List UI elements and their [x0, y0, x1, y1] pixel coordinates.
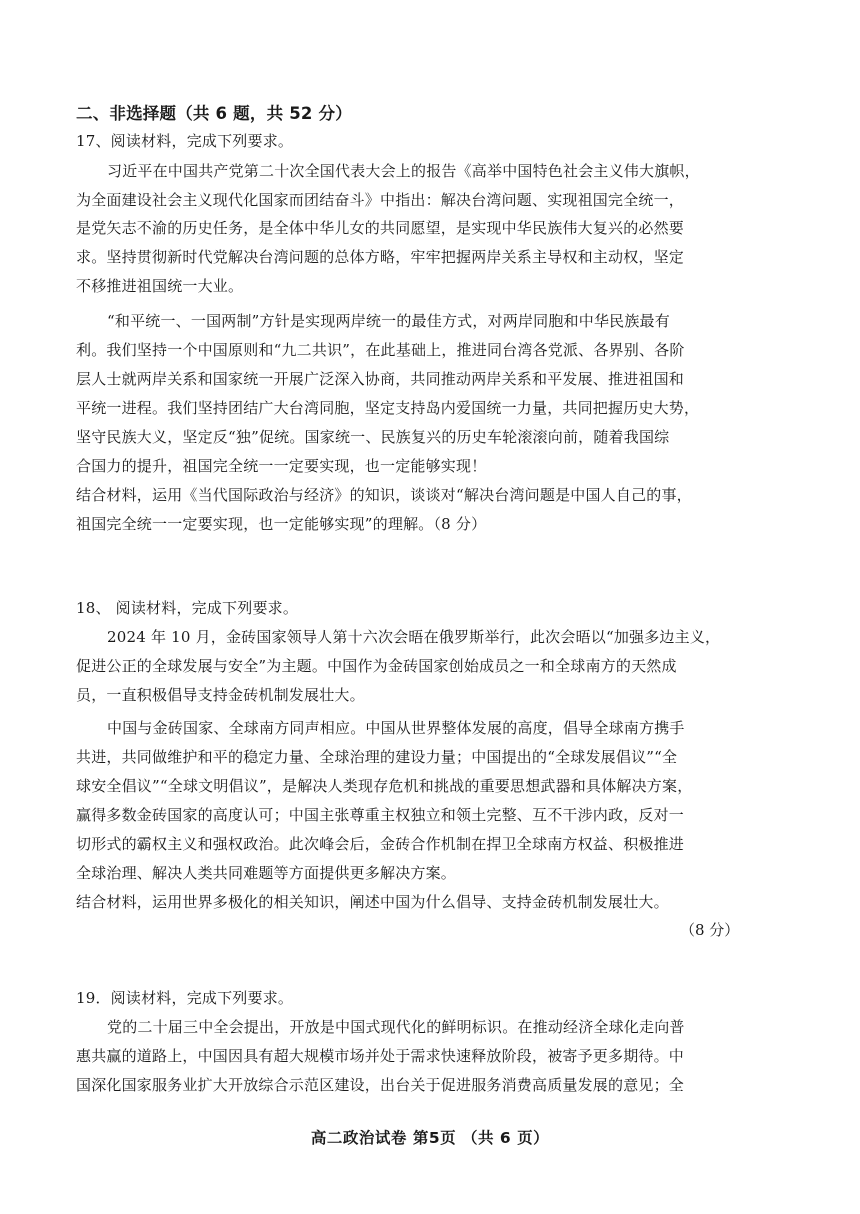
q17-material-line: 层人士就两岸关系和国家统一开展广泛深入协商，共同推动两岸关系和平发展、推进祖国和	[76, 370, 685, 388]
q19-material-line: 惠共赢的道路上，中国因具有超大规模市场并处于需求快速释放阶段，被寄予更多期待。中	[76, 1047, 685, 1065]
section-heading: 二、非选择题（共 6 题，共 52 分）	[76, 104, 352, 123]
question-17-prompt: 17、阅读材料，完成下列要求。	[76, 132, 294, 150]
q18-material-line: 2024 年 10 月，金砖国家领导人第十六次会晤在俄罗斯举行，此次会晤以“加强多边主义，	[107, 628, 721, 646]
q18-material-line: 共进，共同做维护和平的稳定力量、全球治理的建设力量；中国提出的“全球发展倡议”“全	[76, 748, 678, 766]
q17-material-line: 求。坚持贯彻新时代党解决台湾问题的总体方略，牢牢把握两岸关系主导权和主动权，坚定	[76, 248, 685, 266]
q17-material-line: 不移推进祖国统一大业。	[76, 277, 244, 295]
q18-material-line: 员，一直积极倡导支持金砖机制发展壮大。	[76, 686, 365, 704]
q18-score: （8 分）	[680, 921, 740, 939]
q17-material-line: 坚守民族大义，坚定反“独”促统。国家统一、民族复兴的历史车轮滚滚向前，随着我国综	[76, 428, 670, 446]
q17-material-line: 利。我们坚持一个中国原则和“九二共识”，在此基础上，推进同台湾各党派、各界别、各阶	[76, 341, 685, 359]
q19-material-line: 党的二十届三中全会提出，开放是中国式现代化的鲜明标识。在推动经济全球化走向普	[107, 1018, 685, 1036]
q18-material-line: 全球治理、解决人类共同难题等方面提供更多解决方案。	[76, 864, 457, 882]
q17-task-line: 结合材料，运用《当代国际政治与经济》的知识，谈谈对“解决台湾问题是中国人自己的事，	[76, 486, 692, 504]
q17-material-line: 习近平在中国共产党第二十次全国代表大会上的报告《高举中国特色社会主义伟大旗帜，	[107, 162, 700, 180]
q17-material-line: 是党矢志不渝的历史任务，是全体中华儿女的共同愿望，是实现中华民族伟大复兴的必然要	[76, 219, 685, 237]
q19-material-line: 国深化国家服务业扩大开放综合示范区建设，出台关于促进服务消费高质量发展的意见；全	[76, 1076, 685, 1094]
q17-material-line: “和平统一、一国两制”方针是实现两岸统一的最佳方式，对两岸同胞和中华民族最有	[107, 312, 670, 330]
q17-material-line: 为全面建设社会主义现代化国家而团结奋斗》中指出：解决台湾问题、实现祖国完全统一，	[76, 191, 685, 209]
question-18-prompt: 18、 阅读材料，完成下列要求。	[76, 599, 299, 617]
question-19-prompt: 19．阅读材料，完成下列要求。	[76, 989, 294, 1007]
page-footer: 高二政治试卷 第5页 （共 6 页）	[310, 1129, 550, 1147]
q17-material-line: 合国力的提升，祖国完全统一一定要实现，也一定能够实现！	[76, 457, 487, 475]
q18-material-line: 球安全倡议”“全球文明倡议”，是解决人类现存危机和挑战的重要思想武器和具体解决方案，	[76, 777, 693, 795]
q18-material-line: 切形式的霸权主义和强权政治。此次峰会后，金砖合作机制在捍卫全球南方权益、积极推进	[76, 835, 685, 853]
q18-material-line: 中国与金砖国家、全球南方同声相应。中国从世界整体发展的高度，倡导全球南方携手	[107, 719, 685, 737]
q18-task-line: 结合材料，运用世界多极化的相关知识，阐述中国为什么倡导、支持金砖机制发展壮大。	[76, 893, 669, 911]
q17-task-line: 祖国完全统一一定要实现，也一定能够实现”的理解。（8 分）	[76, 515, 487, 533]
q18-material-line: 促进公正的全球发展与安全”为主题。中国作为金砖国家创始成员之一和全球南方的天然成	[76, 657, 677, 675]
q17-material-line: 平统一进程。我们坚持团结广大台湾同胞，坚定支持岛内爱国统一力量，共同把握历史大势，	[76, 399, 700, 417]
q18-material-line: 赢得多数金砖国家的高度认可；中国主张尊重主权独立和领土完整、互不干涉内政，反对一	[76, 806, 685, 824]
